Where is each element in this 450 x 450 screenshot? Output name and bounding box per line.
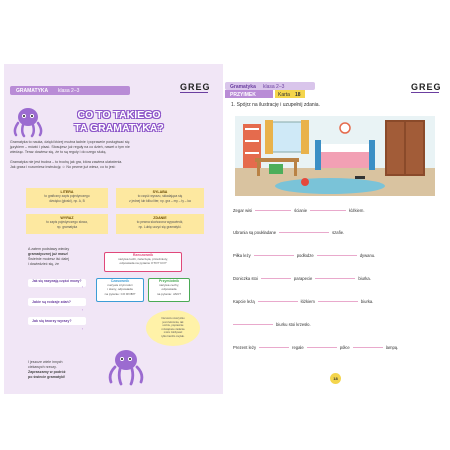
pos-title: Rzeczownik [132, 253, 154, 257]
intro-line: Jak grasz i rozumiesz instrukcję ☺ No pewne już wiesz, co to jest: [10, 165, 116, 169]
intro-paragraph-2 [10, 160, 215, 170]
sentence-text: Ubrania są poukładane [233, 230, 277, 235]
section-label [225, 90, 273, 98]
bottom-line: I jeszcze wiele innych [28, 360, 63, 364]
question-label: Jakie są rodzaje zdań? [32, 300, 71, 304]
intro-line: językiem – mówić i pisać. Stosujesz już reguły na co dzień, nawet o tym nie [10, 145, 130, 149]
box-title: LITERA [60, 190, 74, 194]
page-title [54, 109, 184, 135]
box-line: np. gramatyka [56, 224, 78, 229]
answer-blank[interactable] [315, 278, 355, 279]
box-line: to pewna skończona wypowiedź, [136, 220, 184, 225]
definition-box-zdanie [116, 214, 204, 234]
question-label: Jak się nazywają części mowy? [32, 279, 82, 283]
right-logo-underline [411, 92, 439, 93]
instruction-number: 1. [231, 102, 236, 108]
box-line: to zapis pojedynczego słowa, [46, 220, 88, 225]
answer-blank[interactable] [261, 278, 291, 279]
question-label: Jak się tworzy wyrazy? [32, 319, 72, 323]
sentence-text: regale [292, 345, 304, 350]
bubble-line: rozwiązane zadania [161, 327, 185, 331]
left-header-tab [10, 86, 130, 95]
sentence-text: półce [339, 345, 350, 350]
right-grade: klasa 2–3 [263, 84, 285, 90]
question-word-formation[interactable] [28, 317, 86, 331]
right-subject: Gramatyka [230, 84, 256, 90]
sentence-text: Doniczka stoi [233, 276, 258, 281]
right-page [225, 64, 446, 394]
pos-title: Czasownik [110, 279, 130, 283]
pos-line: odpowiada na pytania: KTO? CO? [119, 261, 167, 266]
answer-blank[interactable] [279, 232, 329, 233]
pos-line: na pytanie: CO ROBI? [104, 291, 136, 296]
sentence-text: Zegar wisi [233, 208, 253, 213]
left-page [4, 64, 223, 394]
left-grade: klasa 2–3 [58, 88, 80, 94]
right-logo: GREG [411, 82, 442, 92]
octopus-mascot-icon [10, 106, 46, 138]
sentence-text: dywanu. [359, 253, 376, 258]
sentence-text: podłodze [296, 253, 314, 258]
bedroom-illustration [235, 116, 435, 196]
pos-line: i stany, odpowiada [107, 287, 133, 292]
bottom-line: ciekawych rzeczy. [28, 365, 57, 369]
sentence-1 [233, 208, 365, 213]
sentence-text: Piłka leży [233, 253, 251, 258]
page-number: 18 [330, 373, 341, 384]
title-line-1: CO TO TAKIEGO [77, 109, 161, 121]
sentence-2 [233, 230, 344, 235]
card-number: 18 [295, 92, 301, 98]
sentence-text: łóżkiem. [349, 208, 365, 213]
pos-box-rzeczownik [104, 252, 182, 272]
definition-box-wyraz [26, 214, 108, 234]
sentence-text: biurka. [360, 299, 374, 304]
pos-line: nazywa ludzi, zwierzęta, przedmioty, [118, 257, 168, 262]
box-line: np. Lubię uczyć się gramatyki. [138, 224, 182, 229]
bottom-line: Zapraszamy w podróż [28, 370, 66, 374]
box-title: SYLABA [152, 190, 168, 194]
sentence-7 [233, 345, 398, 350]
question-parts-of-speech[interactable] [28, 279, 86, 287]
side-line: gramatycznej już masz! [28, 252, 69, 256]
bubble-line: Na końcu zeszyciku [161, 317, 185, 320]
pos-line: nazywa cechy, [158, 283, 180, 288]
pos-line: nazywa czynności [107, 283, 133, 288]
side-line: A zatem podstawy wiedzy [28, 247, 70, 251]
answer-blank[interactable] [310, 210, 346, 211]
answer-blank[interactable] [307, 347, 337, 348]
sentence-5 [233, 299, 373, 304]
pos-box-przymiotnik [148, 278, 190, 302]
box-title: WYRAZ [60, 216, 74, 220]
pos-title: Przymiotnik [158, 279, 180, 283]
box-line: dźwięku (głoski), np. A, B [49, 198, 85, 203]
answer-blank[interactable] [255, 210, 291, 211]
bubble-line: jest ćwiczenia, tak [162, 320, 184, 324]
sentence-text: biurka. [358, 276, 371, 281]
sentence-text: łóżkiem [300, 299, 315, 304]
sentence-text: Kapcie leżą [233, 299, 255, 304]
answer-blank[interactable] [254, 255, 294, 256]
instruction-text: Spójrz na ilustrację i uzupełnij zdania. [236, 102, 320, 108]
arrow-right-icon: › [81, 285, 83, 289]
box-title: ZDANIE [153, 216, 167, 220]
section-text: PRZYIMEK [230, 92, 256, 98]
intro-line: Gramatyka nie jest trudna – to trochę jak gra, która zawiera ułatwienia. [10, 160, 123, 164]
left-subject: GRAMATYKA [16, 88, 49, 94]
title-line-2: TA GRAMATYKA? [74, 122, 164, 134]
left-logo-underline [180, 92, 208, 93]
sentence-text: szafie. [332, 230, 345, 235]
pos-line: na pytanie: JAKI? [156, 291, 182, 296]
definition-box-sylaba [116, 188, 204, 208]
bottom-line: po świecie gramatyki! [28, 375, 66, 379]
intro-line: Gramatyka to nauka, dzięki której można ładnie i poprawnie posługiwać się [10, 140, 130, 144]
speech-bubble [146, 310, 200, 346]
box-line: to część wyrazu, składająca się [137, 194, 183, 199]
box-line: to graficzny zapis pojedynczego [44, 194, 90, 199]
pos-box-czasownik [96, 278, 144, 302]
answer-blank[interactable] [259, 347, 289, 348]
pos-line: odpowiada [161, 287, 177, 292]
intro-line: wiedząc. Teraz dowiesz się, że to są reguły i do czego służą. [10, 150, 107, 154]
card-label [275, 90, 305, 98]
answer-blank[interactable] [233, 324, 273, 325]
bubble-line: tylko bardzo zwykłe. [161, 334, 185, 338]
answer-blank[interactable] [317, 255, 357, 256]
octopus-bottom-icon [106, 346, 146, 386]
sentence-3 [233, 253, 375, 258]
sentence-text: lampą. [385, 345, 399, 350]
answer-blank[interactable] [353, 347, 383, 348]
answer-blank[interactable] [258, 301, 298, 302]
bubble-line: może zdobywać [163, 331, 183, 334]
right-header-tab [225, 82, 315, 90]
question-sentence-types[interactable] [28, 298, 86, 312]
instruction [231, 102, 320, 108]
sentence-6 [233, 322, 311, 327]
box-line: z jednej lub kilku liter, np. gra – my – ty – ka [129, 198, 191, 203]
bottom-text [28, 360, 88, 380]
sentence-text: parapecie [293, 276, 313, 281]
card-text: Karta [278, 92, 290, 98]
arrow-right-icon: › [81, 327, 83, 331]
sentence-text: Prezent leży [233, 345, 257, 350]
side-text [28, 247, 90, 267]
left-logo: GREG [180, 82, 211, 92]
side-line: Świetnie możesz iść dalej [28, 257, 69, 261]
intro-paragraph [10, 140, 215, 155]
side-line: i dowiedzieć się, że [28, 262, 59, 266]
definition-box-litera [26, 188, 108, 208]
bubble-line: uczniu, poprawnie [162, 324, 184, 327]
sentence-text: biurku stoi krzesło. [276, 322, 311, 327]
arrow-right-icon: › [81, 308, 83, 312]
sentence-text: ścianie [294, 208, 308, 213]
answer-blank[interactable] [318, 301, 358, 302]
sentence-4 [233, 276, 371, 281]
